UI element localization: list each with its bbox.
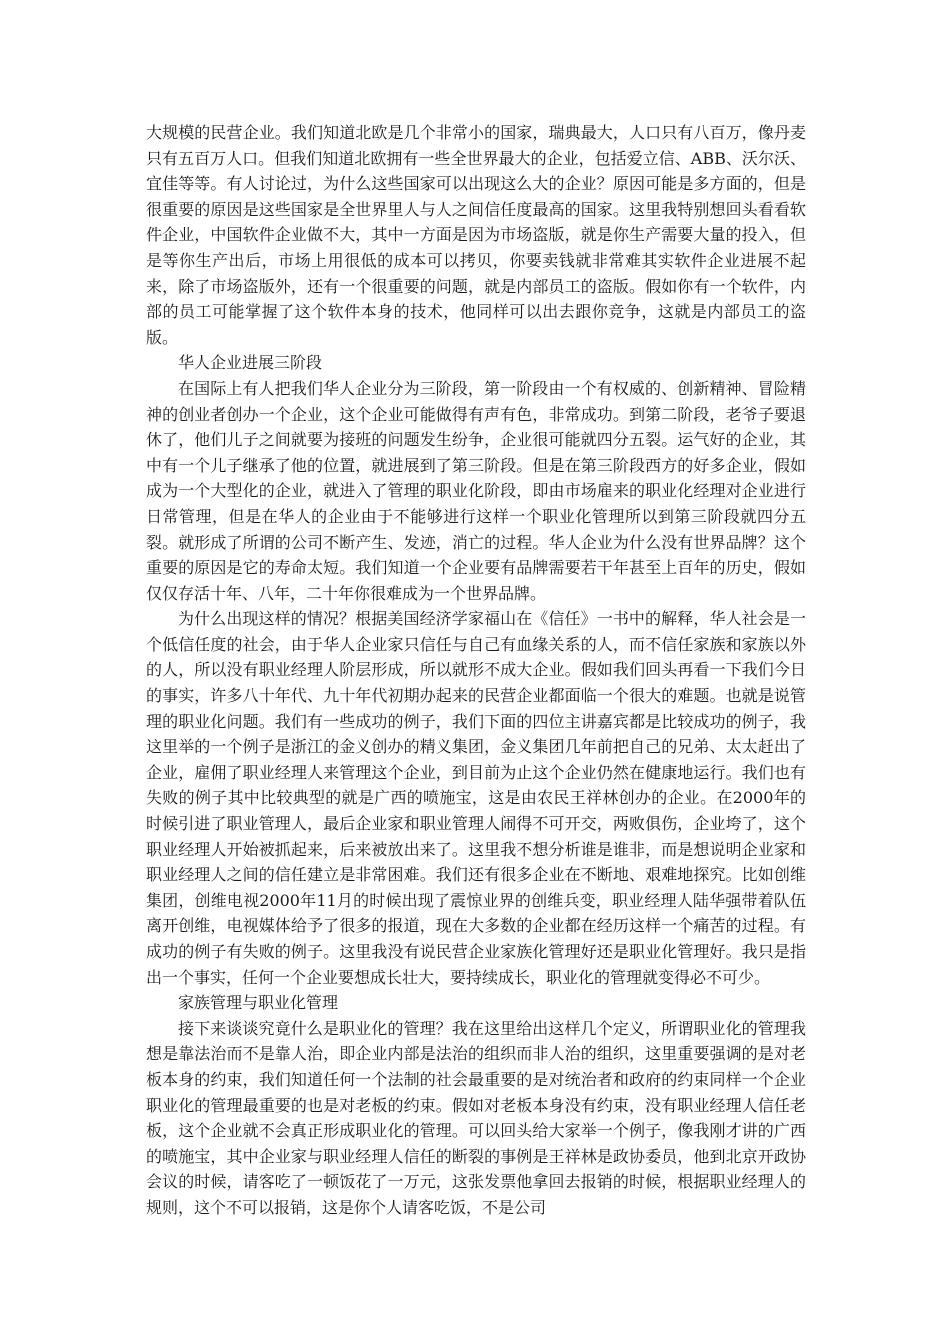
paragraph-low-trust-society: 为什么出现这样的情况？根据美国经济学家福山在《信任》一书中的解释，华人社会是一个低信任度的社会，由于华人企业家只信任与自己有血缘关系的人，而不信任家族和家族以外的人，所以没有职业经理人阶层形成，所以就形不成大企业。假如我们回头再看一下我们今日的事实，许多八十年代、九十年代初期办起来的民营企业都面临一个很大的难题。也就是说管理的职业化问题。我们有一些成功的例子，我们下面的四位主讲嘉宾都是比较成功的例子，我这里举的一个例子是浙江的金义创办的精义集团，金义集团几年前把自己的兄弟、太太赶出了企业，雇佣了职业经理人来管理这个企业，到目前为止这个企业仍然在健康地运行。我们也有失败的例子其中比较典型的就是广西的喷施宝，这是由农民王祥林创办的企业。在2000年的时候引进了职业管理人，最后企业家和职业管理人闹得不可开交，两败俱伤，企业垮了，这个职业经理人开始被抓起来，后来被放出来了。这里我不想分析谁是谁非，而是想说明企业家和职业经理人之间的信任建立是非常困难。我们还有很多企业在不断地、艰难地探究。比如创维集团，创维电视2000年11月的时候出现了震惊业界的创维兵变，职业经理人陆华强带着队伍离开创维，电视媒体给予了很多的报道，现在大多数的企业都在经历这样一个痛苦的过程。有成功的例子有失败的例子。这里我没有说民营企业家族化管理好还是职业化管理好。我只是指出一个事实，任何一个企业要想成长壮大，要持续成长，职业化的管理就变得必不可少。 <box>146 609 806 987</box>
section-heading-three-stages: 华人企业进展三阶段 <box>178 353 323 373</box>
paragraph-professional-management: 接下来谈谈究竟什么是职业化的管理？我在这里给出这样几个定义，所谓职业化的管理我想是靠法治而不是靠人治，即企业内部是法治的组织而非人治的组织，这里重要强调的是对老板本身的约束，我们知道任何一个法制的社会最重要的是对统治者和政府的约束同样一个企业职业化的管理最重要的也是对老板的约束。假如对老板本身没有约束，没有职业经理人信任老板，这个企业就不会真正形成职业化的管理。可以回头给大家举一个例子，像我刚才讲的广西的喷施宝，其中企业家与职业经理人信任的断裂的事例是王祥林是政协委员，他到北京开政协会议的时候，请客吃了一顿饭花了一万元，这张发票他拿回去报销的时候，根据职业经理人的规则，这个不可以报销，这是你个人请客吃饭，不是公司 <box>146 1018 806 1217</box>
section-heading-family-vs-professional: 家族管理与职业化管理 <box>178 993 339 1013</box>
body-text <box>146 120 806 1221</box>
paragraph-three-stages: 在国际上有人把我们华人企业分为三阶段，第一阶段由一个有权威的、创新精神、冒险精神的创业者创办一个企业，这个企业可能做得有声有色，非常成功。到第二阶段，老爷子要退休了，他们儿子之间就要为接班的问题发生纷争，企业很可能就四分五裂。运气好的企业，其中有一个儿子继承了他的位置，就进展到了第三阶段。但是在第三阶段西方的好多企业，假如成为一个大型化的企业，就进入了管理的职业化阶段，即由市场雇来的职业化经理对企业进行日常管理，但是在华人的企业由于不能够进行这样一个职业化管理所以到第三阶段就四分五裂。就形成了所谓的公司不断产生、发迹，消亡的过程。华人企业为什么没有世界品牌？这个重要的原因是它的寿命太短。我们知道一个企业要有品牌需要若干年甚至上百年的历史，假如仅仅存活十年、八年，二十年你很难成为一个世界品牌。 <box>146 378 806 603</box>
paragraph-nordic-trust: 大规模的民营企业。我们知道北欧是几个非常小的国家，瑞典最大，人口只有八百万，像丹麦只有五百万人口。但我们知道北欧拥有一些全世界最大的企业，包括爱立信、ABB、沃尔沃、宜佳等等。有人讨论过，为什么这些国家可以出现这么大的企业？原因可能是多方面的，但是很重要的原因是这些国家是全世界里人与人之间信任度最高的国家。这里我特别想回头看看软件企业，中国软件企业做不大，其中一方面是因为市场盗版，就是你生产需要大量的投入，但是等你生产出后，市场上用很低的成本可以拷贝，你要卖钱就非常难其实软件企业进展不起来，除了市场盗版外，还有一个很重要的问题，就是内部员工的盗版。假如你有一个软件，内部的员工可能掌握了这个软件本身的技术，他同样可以出去跟你竞争，这就是内部员工的盗版。 <box>146 123 806 347</box>
